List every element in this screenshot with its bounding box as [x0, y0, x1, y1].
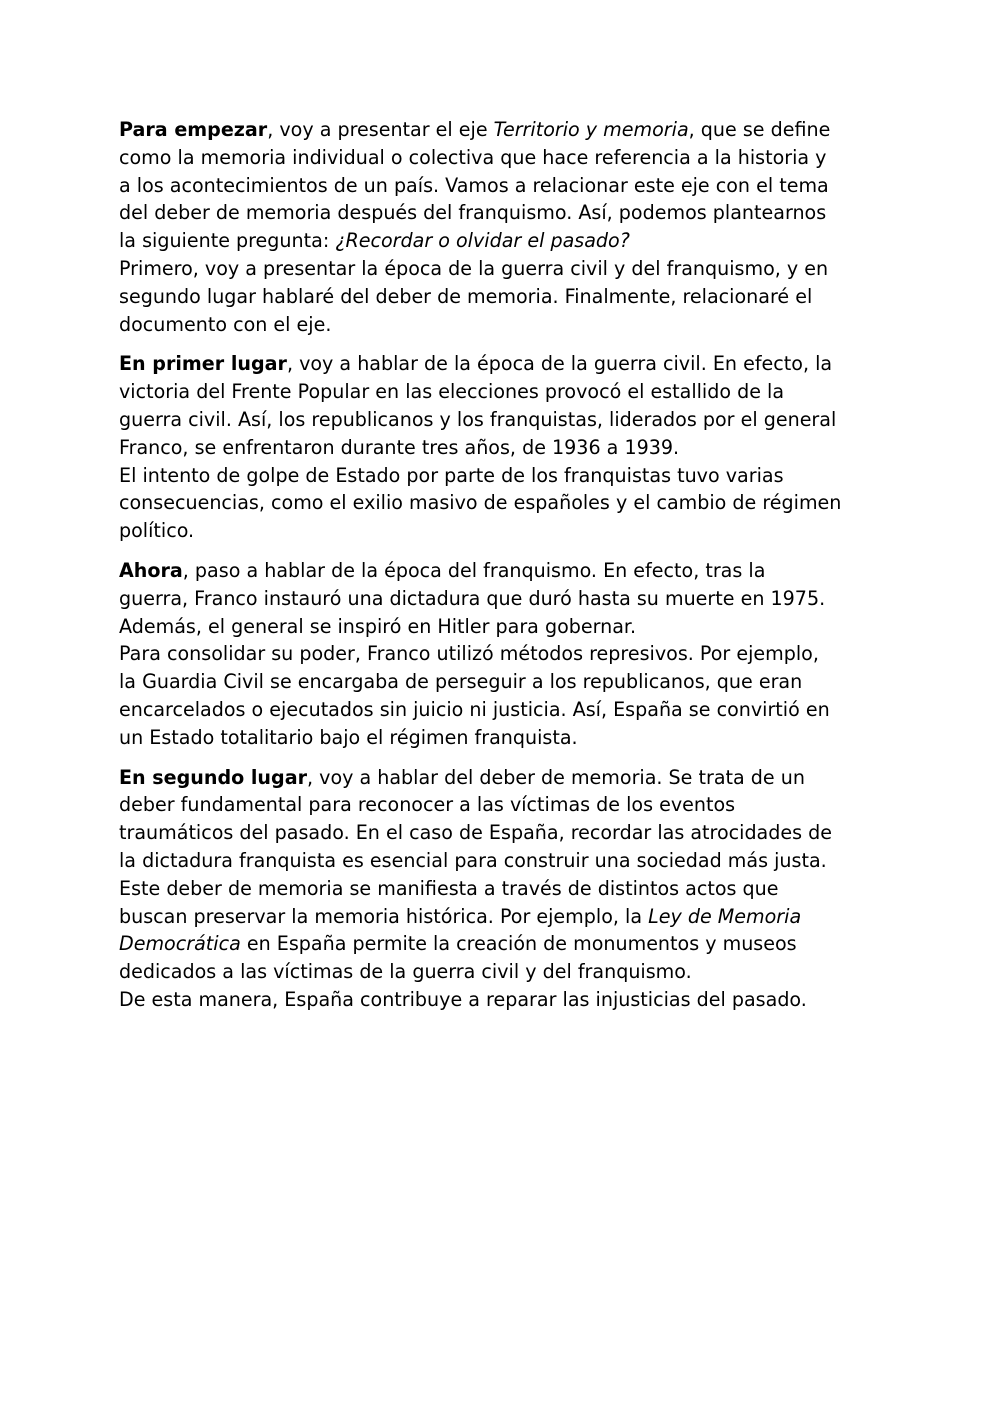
text-line — [119, 350, 881, 378]
body-text: guerra, Franco instauró una dictadura que duró hasta su muerte en 1975. — [119, 586, 826, 610]
paragraph-francoism — [119, 557, 881, 752]
body-text: De esta manera, España contribuye a reparar las injusticias del pasado. — [119, 987, 807, 1011]
text-line — [119, 847, 881, 875]
italic-text: Territorio y memoria — [493, 118, 689, 141]
body-text: como la memoria individual o colectiva que hace referencia a la historia y — [119, 145, 827, 169]
body-text: un Estado totalitario bajo el régimen franquista. — [119, 725, 578, 749]
body-text: El intento de golpe de Estado por parte de los franquistas tuvo varias — [119, 463, 784, 487]
text-line — [119, 462, 881, 490]
body-text: la Guardia Civil se encargaba de perseguir a los republicanos, que eran — [119, 670, 803, 694]
text-line — [119, 724, 881, 752]
body-text: la dictadura franquista es esencial para construir una sociedad más justa. — [119, 848, 827, 872]
bold-heading-text: Para empezar — [119, 118, 268, 141]
bold-heading-text: Ahora — [119, 558, 183, 582]
text-line — [119, 668, 881, 696]
text-line — [119, 613, 881, 641]
text-line — [119, 585, 881, 613]
text-line — [119, 986, 881, 1014]
body-text: Primero, voy a presentar la época de la guerra civil y del franquismo, y en — [119, 256, 829, 280]
text-line — [119, 378, 881, 406]
body-text: , voy a hablar de la época de la guerra civil. En efecto, la — [286, 352, 833, 376]
text-line — [119, 434, 881, 462]
text-line — [119, 255, 881, 283]
text-line — [119, 875, 881, 903]
text-line — [119, 283, 881, 311]
body-text: la siguiente pregunta: — [119, 229, 336, 253]
body-text: Este deber de memoria se manifiesta a través de distintos actos que — [119, 876, 779, 900]
body-text: Además, el general se inspiró en Hitler para gobernar. — [119, 614, 637, 638]
text-line — [119, 696, 881, 724]
text-line — [119, 489, 881, 517]
text-line — [119, 930, 881, 958]
body-text: , paso a hablar de la época del franquismo. En efecto, tras la — [182, 558, 766, 582]
text-line — [119, 791, 881, 819]
text-line — [119, 764, 881, 792]
italic-text: Ley de Memoria — [648, 904, 802, 928]
text-line — [119, 144, 881, 172]
bold-heading-text: En primer lugar — [119, 352, 287, 376]
italic-text: Democrática — [119, 932, 241, 956]
body-text: dedicados a las víctimas de la guerra civil y del franquismo. — [119, 960, 692, 984]
text-line — [119, 227, 881, 255]
body-text: Para consolidar su poder, Franco utilizó métodos represivos. Por ejemplo, — [119, 642, 819, 666]
paragraph-duty-of-memory — [119, 764, 881, 1014]
text-line — [119, 557, 881, 585]
text-line — [119, 406, 881, 434]
text-line — [119, 958, 881, 986]
body-text: , que se define — [688, 118, 831, 141]
body-text: guerra civil. Así, los republicanos y los franquistas, liderados por el general — [119, 407, 837, 431]
body-text: político. — [119, 519, 195, 543]
text-line — [119, 199, 881, 227]
text-line — [119, 819, 881, 847]
text-line — [119, 116, 881, 144]
body-text: , voy a presentar el eje — [267, 118, 494, 141]
body-text: , voy a hablar del deber de memoria. Se trata de un — [307, 765, 805, 789]
body-text: victoria del Frente Popular en las elecciones provocó el estallido de la — [119, 380, 785, 404]
body-text: consecuencias, como el exilio masivo de españoles y el cambio de régimen — [119, 491, 842, 515]
body-text: Franco, se enfrentaron durante tres años, de 1936 a 1939. — [119, 435, 680, 459]
document-body — [119, 116, 881, 1026]
bold-heading-text: En segundo lugar — [119, 765, 307, 789]
body-text: en España permite la creación de monumentos y museos — [240, 932, 797, 956]
body-text: documento con el eje. — [119, 312, 332, 336]
body-text: a los acontecimientos de un país. Vamos a relacionar este eje con el tema — [119, 173, 829, 197]
text-line — [119, 903, 881, 931]
text-line — [119, 311, 881, 339]
body-text: encarcelados o ejecutados sin juicio ni justicia. Así, España se convirtió en — [119, 697, 830, 721]
body-text: deber fundamental para reconocer a las víctimas de los eventos — [119, 793, 736, 817]
body-text: del deber de memoria después del franquismo. Así, podemos plantearnos — [119, 201, 827, 225]
text-line — [119, 640, 881, 668]
paragraph-introduction — [119, 116, 881, 338]
body-text: buscan preservar la memoria histórica. Por ejemplo, la — [119, 904, 649, 928]
italic-text: ¿Recordar o olvidar el pasado? — [335, 229, 630, 253]
body-text: traumáticos del pasado. En el caso de España, recordar las atrocidades de — [119, 821, 833, 845]
text-line — [119, 517, 881, 545]
text-line — [119, 172, 881, 200]
paragraph-civil-war — [119, 350, 881, 545]
body-text: segundo lugar hablaré del deber de memoria. Finalmente, relacionaré el — [119, 284, 813, 308]
